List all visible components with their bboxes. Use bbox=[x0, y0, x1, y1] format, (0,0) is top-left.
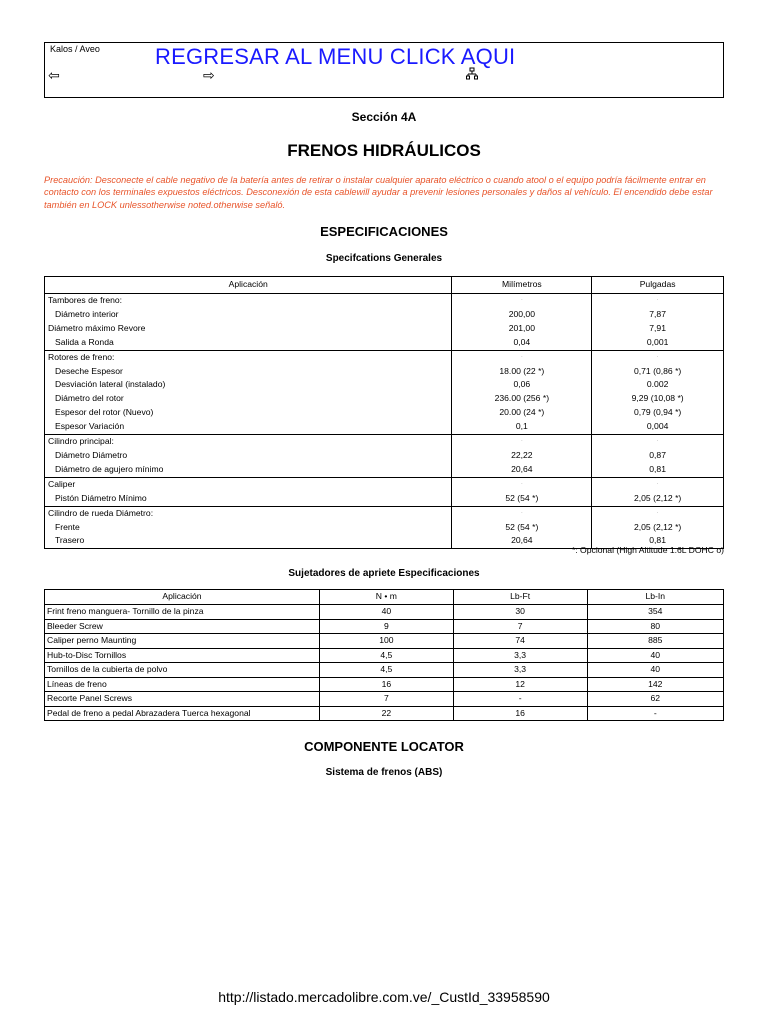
millimeters-cell: 52 (54 *) bbox=[452, 492, 592, 506]
table-row bbox=[45, 706, 724, 721]
row-label: Diámetro Diámetro bbox=[45, 449, 452, 463]
torque-cell: 4,5 bbox=[320, 648, 454, 663]
millimeters-cell: 0,06 bbox=[452, 378, 592, 392]
row-label: Hub-to-Disc Tornillos bbox=[45, 648, 320, 663]
millimeters-cell: 20.00 (24 *) bbox=[452, 406, 592, 420]
component-locator-subheading: Sistema de frenos (ABS) bbox=[325, 767, 443, 778]
general-specs-heading: Specifcations Generales bbox=[325, 253, 443, 264]
torque-cell: 62 bbox=[587, 692, 724, 707]
table-row bbox=[45, 648, 724, 663]
millimeters-cell: 236.00 (256 *) bbox=[452, 392, 592, 406]
torque-cell: 16 bbox=[453, 706, 587, 721]
millimeters-cell: 20,64 bbox=[452, 534, 592, 548]
inches-cell: 0,81 bbox=[592, 534, 724, 548]
inches-cell: 7,91 bbox=[592, 322, 724, 336]
table-row bbox=[45, 663, 724, 678]
millimeters-cell: 22,22 bbox=[452, 449, 592, 463]
torque-cell: 142 bbox=[587, 677, 724, 692]
table-row bbox=[45, 677, 724, 692]
row-label: Deseche Espesor bbox=[45, 365, 452, 379]
torque-cell: 3,3 bbox=[453, 648, 587, 663]
table-row bbox=[45, 619, 724, 634]
torque-cell: 4,5 bbox=[320, 663, 454, 678]
column-header: Aplicación bbox=[45, 277, 452, 294]
millimeters-cell: 0,1 bbox=[452, 420, 592, 434]
inches-cell: · bbox=[592, 294, 724, 308]
row-label: Salida a Ronda bbox=[45, 336, 452, 350]
back-to-menu-link[interactable]: REGRESAR AL MENU CLICK AQUI bbox=[155, 44, 516, 69]
torque-cell: 74 bbox=[453, 634, 587, 649]
torque-cell: 7 bbox=[453, 619, 587, 634]
row-label: Trasero bbox=[45, 534, 452, 548]
footnote: *: Opcional (High Altitude 1.6L DOHC o) bbox=[571, 545, 724, 555]
inches-cell: · bbox=[592, 435, 724, 449]
table-row bbox=[45, 406, 724, 420]
column-header: Lb-In bbox=[587, 590, 724, 605]
component-locator-heading: COMPONENTE LOCATOR bbox=[304, 739, 464, 754]
row-label: Tornillos de la cubierta de polvo bbox=[45, 663, 320, 678]
torque-cell: 354 bbox=[587, 605, 724, 620]
inches-cell: · bbox=[592, 350, 724, 364]
row-label: Cilindro principal: bbox=[45, 435, 452, 449]
specs-heading: ESPECIFICACIONES bbox=[320, 224, 448, 239]
row-label: Espesor Variación bbox=[45, 420, 452, 434]
table-row bbox=[45, 435, 724, 449]
inches-cell: · bbox=[592, 506, 724, 520]
torque-cell: - bbox=[453, 692, 587, 707]
column-header: Pulgadas bbox=[592, 277, 724, 294]
table-row bbox=[45, 463, 724, 477]
table-row bbox=[45, 336, 724, 350]
table-row bbox=[45, 477, 724, 491]
torque-cell: - bbox=[587, 706, 724, 721]
footer-url[interactable]: http://listado.mercadolibre.com.ve/_CustId_33958590 bbox=[218, 989, 550, 1005]
column-header: Milímetros bbox=[452, 277, 592, 294]
general-specs-table bbox=[44, 276, 724, 549]
torque-cell: 7 bbox=[320, 692, 454, 707]
torque-cell: 40 bbox=[587, 648, 724, 663]
millimeters-cell: · bbox=[452, 435, 592, 449]
row-label: Tambores de freno: bbox=[45, 294, 452, 308]
torque-cell: 9 bbox=[320, 619, 454, 634]
table-row bbox=[45, 378, 724, 392]
inches-cell: 7,87 bbox=[592, 308, 724, 322]
row-label: Diámetro del rotor bbox=[45, 392, 452, 406]
table-row bbox=[45, 506, 724, 520]
section-number: Sección 4A bbox=[351, 110, 417, 124]
row-label: Bleeder Screw bbox=[45, 619, 320, 634]
millimeters-cell: · bbox=[452, 506, 592, 520]
row-label: Cilindro de rueda Diámetro: bbox=[45, 506, 452, 520]
table-header-row bbox=[45, 590, 724, 605]
caution-note: Precaución: Desconecte el cable negativo de la batería antes de retirar o instalar cualquier aparato eléctrico o cuando atool o el equipo podría fácilmente entrar en contacto con los terminales expuestos eléctricos. Desconexión de esta cablewill ayudar a prevenir lesiones personales y daños al vehículo. El encendido debe estar también en LOCK unlessotherwise noted.otherwise señaló. bbox=[44, 175, 713, 210]
fastener-specs-heading: Sujetadores de apriete Especificaciones bbox=[288, 568, 480, 579]
inches-cell: 0.002 bbox=[592, 378, 724, 392]
column-header: Aplicación bbox=[45, 590, 320, 605]
inches-cell: · bbox=[592, 477, 724, 491]
torque-cell: 100 bbox=[320, 634, 454, 649]
millimeters-cell: 200,00 bbox=[452, 308, 592, 322]
table-row bbox=[45, 449, 724, 463]
torque-cell: 22 bbox=[320, 706, 454, 721]
table-row bbox=[45, 634, 724, 649]
column-header: Lb-Ft bbox=[453, 590, 587, 605]
page-title: FRENOS HIDRÁULICOS bbox=[287, 141, 481, 160]
row-label: Espesor del rotor (Nuevo) bbox=[45, 406, 452, 420]
row-label: Pedal de freno a pedal Abrazadera Tuerca hexagonal bbox=[45, 706, 320, 721]
row-label: Diámetro interior bbox=[45, 308, 452, 322]
table-row bbox=[45, 350, 724, 364]
millimeters-cell: 201,00 bbox=[452, 322, 592, 336]
breadcrumb: Kalos / Aveo bbox=[50, 44, 100, 54]
table-row bbox=[45, 392, 724, 406]
row-label: Diámetro máximo Revore bbox=[45, 322, 452, 336]
inches-cell: 0,71 (0,86 *) bbox=[592, 365, 724, 379]
forward-arrow-icon[interactable]: ⇨ bbox=[203, 67, 215, 83]
inches-cell: 2,05 (2,12 *) bbox=[592, 492, 724, 506]
row-label: Desviación lateral (instalado) bbox=[45, 378, 452, 392]
millimeters-cell: 52 (54 *) bbox=[452, 521, 592, 535]
row-label: Rotores de freno: bbox=[45, 350, 452, 364]
table-row bbox=[45, 521, 724, 535]
nav-bar bbox=[44, 42, 724, 98]
back-arrow-icon[interactable]: ⇦ bbox=[48, 67, 60, 83]
row-label: Recorte Panel Screws bbox=[45, 692, 320, 707]
table-row bbox=[45, 308, 724, 322]
inches-cell: 0,004 bbox=[592, 420, 724, 434]
inches-cell: 0,79 (0,94 *) bbox=[592, 406, 724, 420]
torque-cell: 40 bbox=[587, 663, 724, 678]
row-label: Líneas de freno bbox=[45, 677, 320, 692]
column-header: N • m bbox=[320, 590, 454, 605]
sitemap-icon[interactable] bbox=[466, 67, 478, 83]
torque-cell: 80 bbox=[587, 619, 724, 634]
torque-cell: 16 bbox=[320, 677, 454, 692]
millimeters-cell: · bbox=[452, 294, 592, 308]
table-row bbox=[45, 365, 724, 379]
table-row bbox=[45, 605, 724, 620]
inches-cell: 0,001 bbox=[592, 336, 724, 350]
millimeters-cell: · bbox=[452, 477, 592, 491]
millimeters-cell: 20,64 bbox=[452, 463, 592, 477]
fastener-specs-table bbox=[44, 589, 724, 721]
row-label: Pistón Diámetro Mínimo bbox=[45, 492, 452, 506]
table-row bbox=[45, 322, 724, 336]
table-row bbox=[45, 492, 724, 506]
inches-cell: 0,87 bbox=[592, 449, 724, 463]
table-row bbox=[45, 420, 724, 434]
torque-cell: 40 bbox=[320, 605, 454, 620]
torque-cell: 885 bbox=[587, 634, 724, 649]
inches-cell: 9,29 (10,08 *) bbox=[592, 392, 724, 406]
inches-cell: 2,05 (2,12 *) bbox=[592, 521, 724, 535]
row-label: Caliper perno Maunting bbox=[45, 634, 320, 649]
row-label: Frint freno manguera- Tornillo de la pinza bbox=[45, 605, 320, 620]
torque-cell: 12 bbox=[453, 677, 587, 692]
row-label: Caliper bbox=[45, 477, 452, 491]
row-label: Diámetro de agujero mínimo bbox=[45, 463, 452, 477]
table-header-row bbox=[45, 277, 724, 294]
table-row bbox=[45, 294, 724, 308]
torque-cell: 30 bbox=[453, 605, 587, 620]
millimeters-cell: 0,04 bbox=[452, 336, 592, 350]
table-row bbox=[45, 692, 724, 707]
row-label: Frente bbox=[45, 521, 452, 535]
millimeters-cell: · bbox=[452, 350, 592, 364]
millimeters-cell: 18.00 (22 *) bbox=[452, 365, 592, 379]
inches-cell: 0,81 bbox=[592, 463, 724, 477]
torque-cell: 3,3 bbox=[453, 663, 587, 678]
